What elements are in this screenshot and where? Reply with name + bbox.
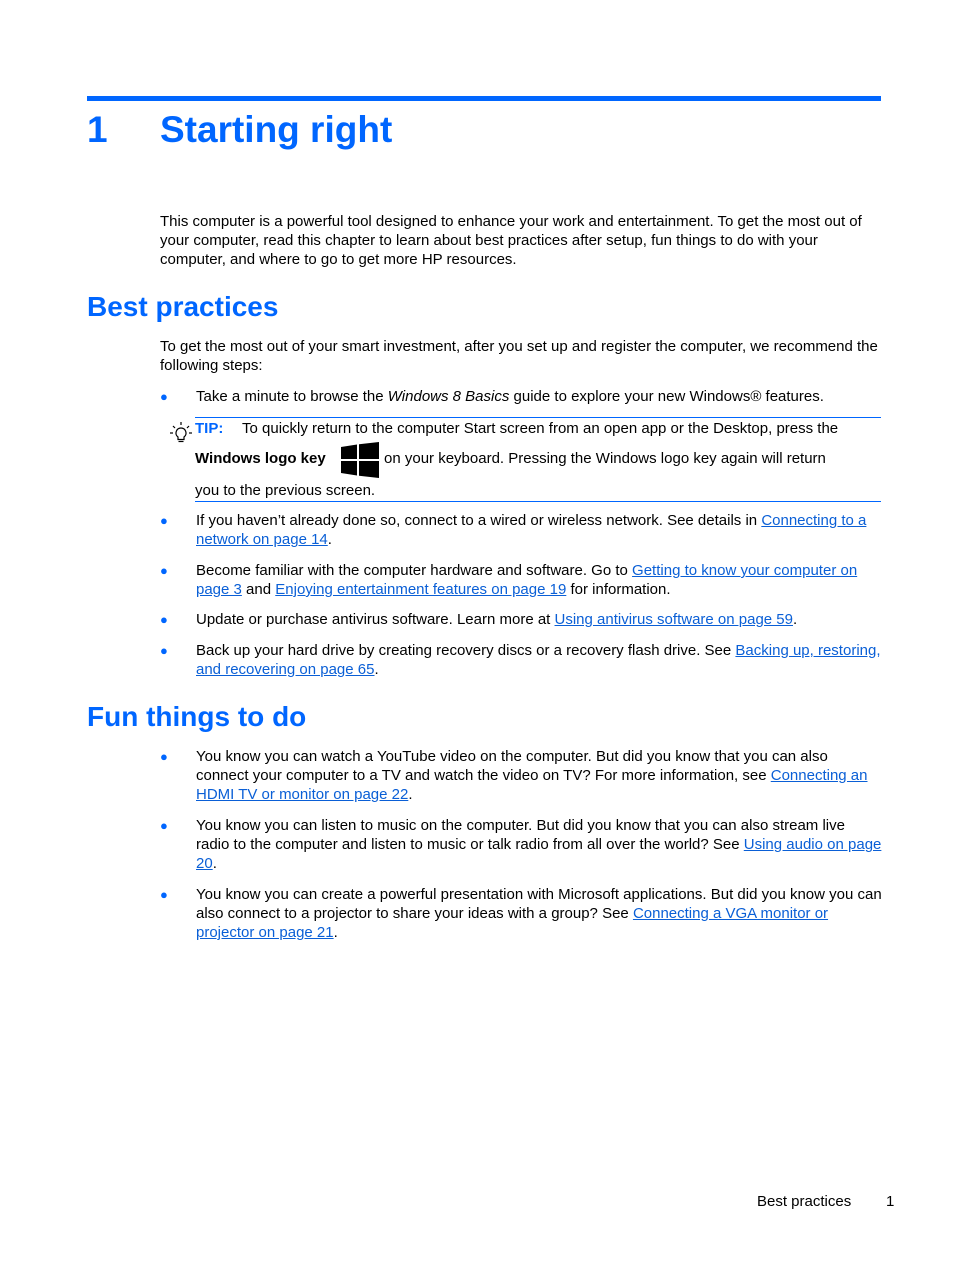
vga-link[interactable]: Connecting a VGA monitor or projector on page 21 — [196, 905, 829, 941]
bullet-marker: ● — [160, 887, 168, 902]
bullet-marker: ● — [160, 612, 168, 627]
text-run: You know you can watch a YouTube video on the computer. But did you know that you can also connect your computer to a TV and watch the video on TV? For more information, see — [196, 748, 828, 784]
text-run: You know you can create a powerful presentation with Microsoft applications. But did you know you can also connect to a projector to share your ideas with a group? See — [196, 886, 882, 922]
text-run: . — [212, 855, 217, 872]
list-item-text — [196, 511, 882, 549]
chapter-number: 1 — [87, 109, 108, 150]
text-run: Take a minute to browse the — [196, 388, 388, 405]
list-item-text — [196, 641, 882, 679]
text-run: You know you can listen to music on the computer. But did you know that you can also stream live radio to the computer and listen to music or talk radio from all over the world? See — [196, 817, 845, 853]
text-run: Update or purchase antivirus software. Learn more at — [196, 611, 555, 628]
tip-box — [160, 417, 882, 502]
tip-label: TIP: — [195, 420, 224, 437]
footer-section-name: Best practices — [757, 1193, 852, 1210]
text-run: . — [408, 786, 413, 803]
text-run: and — [241, 581, 276, 598]
bullet-marker: ● — [160, 643, 168, 658]
list-item-text — [196, 561, 882, 599]
text-run: Back up your hard drive by creating recovery discs or a recovery flash drive. See — [196, 642, 736, 659]
bullet-marker: ● — [160, 563, 168, 578]
bullet-marker: ● — [160, 513, 168, 528]
best-practices-heading: Best practices — [87, 291, 279, 322]
audio-link[interactable]: Using audio on page 20 — [196, 836, 882, 872]
text-run: for information. — [566, 581, 671, 598]
bullet-marker: ● — [160, 389, 168, 404]
list-item-text — [196, 387, 882, 406]
tip-text-line2: on your keyboard. Pressing the Windows logo key again will return — [384, 450, 826, 467]
text-run: guide to explore your new Windows® features. — [509, 388, 824, 405]
chapter-rule — [87, 96, 881, 101]
text-run: . — [327, 531, 332, 548]
list-item-text — [196, 885, 882, 942]
list-item-text — [196, 747, 882, 804]
network-link[interactable]: Connecting to a network on page 14 — [196, 512, 867, 548]
best-practices-intro: To get the most out of your smart investment, after you set up and register the computer, we recommend the following steps: — [160, 338, 878, 374]
tip-text-line1: To quickly return to the computer Start screen from an open app or the Desktop, press the — [242, 420, 839, 437]
bullet-marker: ● — [160, 749, 168, 764]
getting-to-know-link[interactable]: Getting to know your computer on page 3 — [196, 562, 858, 598]
text-run: . — [793, 611, 798, 628]
windows-logo-icon — [341, 442, 379, 478]
list-item-text — [196, 816, 882, 873]
tip-top-rule — [195, 417, 881, 418]
lightbulb-icon — [169, 421, 193, 445]
tip-text-line3: you to the previous screen. — [195, 482, 376, 499]
windows-key-name: Windows logo key — [195, 450, 326, 467]
text-run: . — [333, 924, 338, 941]
text-run: Become familiar with the computer hardware and software. Go to — [196, 562, 633, 579]
chapter-title: Starting right — [160, 109, 393, 150]
fun-things-heading: Fun things to do — [87, 701, 307, 732]
intro-paragraph: This computer is a powerful tool designed to enhance your work and entertainment. To get the most out of your computer, read this chapter to learn about best practices after setup, fun things to do with your computer, and where to go to get more HP resources. — [160, 213, 862, 268]
entertainment-link[interactable]: Enjoying entertainment features on page 19 — [275, 581, 567, 598]
hdmi-link[interactable]: Connecting an HDMI TV or monitor on page 22 — [196, 767, 868, 803]
list-item-text — [196, 610, 882, 629]
text-run: If you haven’t already done so, connect to a wired or wireless network. See details in — [196, 512, 762, 529]
footer-page-number: 1 — [886, 1193, 895, 1210]
backup-link[interactable]: Backing up, restoring, and recovering on page 65 — [196, 642, 881, 678]
guide-title: Windows 8 Basics — [387, 388, 510, 405]
text-run: . — [374, 661, 379, 678]
tip-bottom-rule — [195, 501, 881, 502]
antivirus-link[interactable]: Using antivirus software on page 59 — [554, 611, 793, 628]
bullet-marker: ● — [160, 818, 168, 833]
